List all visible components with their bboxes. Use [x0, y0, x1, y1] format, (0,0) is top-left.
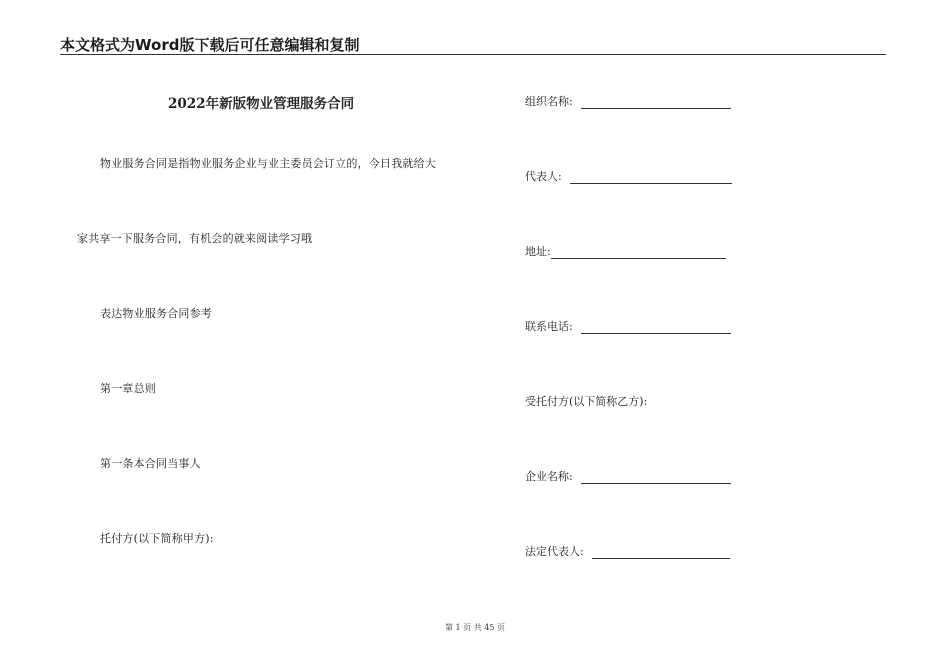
field-organization-name	[525, 93, 731, 109]
field-legal-representative	[525, 543, 730, 559]
field-phone	[525, 318, 731, 334]
field-label: 联系电话:	[525, 320, 573, 333]
blank-line	[581, 322, 731, 334]
party-a-label: 托付方(以下简称甲方):	[100, 532, 214, 545]
paragraph-intro-line-2: 家共享一下服务合同，有机会的就来阅读学习哦	[77, 232, 313, 245]
field-label: 地址:	[525, 245, 551, 258]
document-title: 2022年新版物业管理服务合同	[168, 96, 355, 112]
field-company-name	[525, 468, 731, 484]
paragraph-intro-line-1: 物业服务合同是指物业服务企业与业主委员会订立的，今日我就给大	[100, 157, 436, 170]
paragraph-reference: 表达物业服务合同参考	[100, 307, 212, 320]
field-representative	[525, 168, 732, 184]
header-text: 本文格式为Word版下载后可任意编辑和复制	[60, 36, 360, 54]
article-heading: 第一条本合同当事人	[100, 457, 201, 470]
chapter-heading: 第一章总则	[100, 382, 156, 395]
blank-line	[581, 472, 731, 484]
blank-line	[551, 247, 726, 259]
field-label: 代表人:	[525, 170, 562, 183]
field-address	[525, 243, 726, 259]
blank-line	[570, 172, 732, 184]
field-label: 企业名称:	[525, 470, 573, 483]
blank-line	[592, 547, 730, 559]
page-number: 第 1 页 共 45 页	[445, 623, 505, 632]
field-label: 法定代表人:	[525, 545, 584, 558]
field-label: 受托付方(以下简称乙方):	[525, 395, 648, 408]
field-label: 组织名称:	[525, 95, 573, 108]
page-header	[60, 34, 886, 55]
party-b-label	[525, 393, 647, 409]
blank-line	[581, 97, 731, 109]
